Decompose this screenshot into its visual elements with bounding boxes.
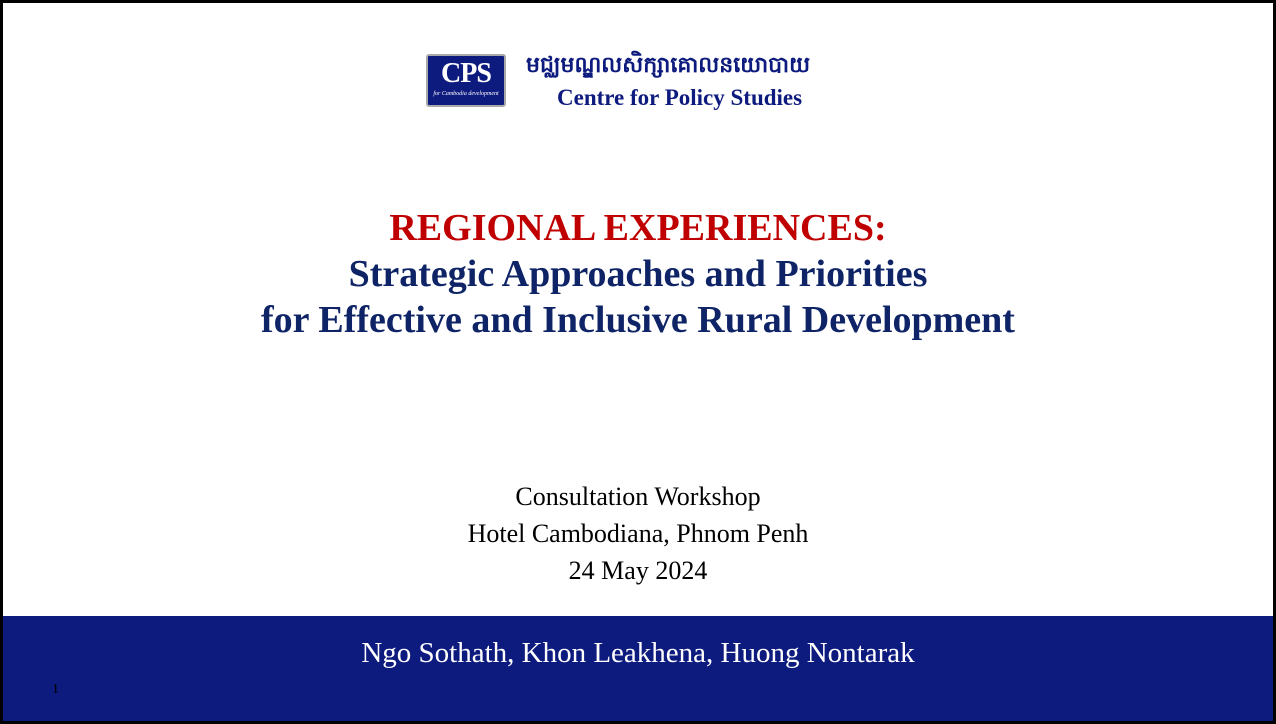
event-details [3,478,1273,589]
logo-acronym: CPS [441,58,491,89]
slide-number: 1 [52,682,59,697]
logo-tagline: for Cambodia development [433,91,499,97]
event-date: 24 May 2024 [568,556,708,585]
org-name-khmer: មជ្ឈមណ្ឌលសិក្សាគោលនយោបាយ [526,53,811,78]
title-line-subtitle-2: for Effective and Inclusive Rural Development [261,299,1015,341]
org-name-english: Centre for Policy Studies [557,85,803,110]
event-venue: Hotel Cambodiana, Phnom Penh [467,519,809,548]
authors: Ngo Sothath, Khon Leakhena, Huong Nontarak [361,637,915,669]
event-name: Consultation Workshop [515,482,761,511]
header-logo [426,51,866,115]
footer-band [3,616,1273,721]
title-line-main: REGIONAL EXPERIENCES: [389,207,887,249]
cps-logo [426,54,506,107]
slide-title [3,205,1273,343]
title-line-subtitle-1: Strategic Approaches and Priorities [348,253,928,295]
